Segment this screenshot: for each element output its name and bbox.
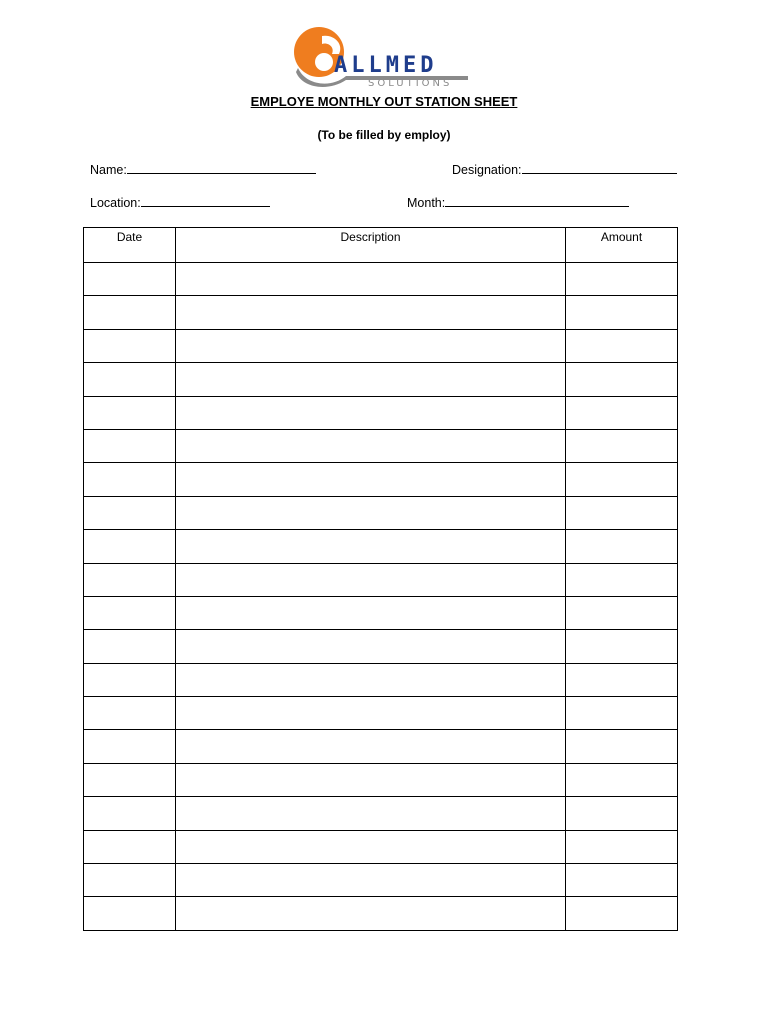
- cell-description[interactable]: [176, 630, 566, 663]
- table-row: [84, 530, 678, 563]
- cell-date[interactable]: [84, 296, 176, 329]
- cell-date[interactable]: [84, 864, 176, 897]
- cell-date[interactable]: [84, 730, 176, 763]
- callmed-logo-icon: [292, 24, 468, 92]
- location-label: Location:: [90, 196, 141, 210]
- document-subtitle: (To be filled by employ): [317, 128, 451, 142]
- cell-amount[interactable]: [566, 263, 678, 296]
- table-row: [84, 296, 678, 329]
- cell-date[interactable]: [84, 763, 176, 796]
- location-field[interactable]: [90, 194, 270, 211]
- column-header-date: Date: [84, 228, 176, 263]
- cell-amount[interactable]: [566, 363, 678, 396]
- month-input-line[interactable]: [445, 194, 629, 207]
- cell-amount[interactable]: [566, 897, 678, 930]
- cell-date[interactable]: [84, 463, 176, 496]
- cell-date[interactable]: [84, 797, 176, 830]
- cell-date[interactable]: [84, 897, 176, 930]
- cell-description[interactable]: [176, 864, 566, 897]
- cell-amount[interactable]: [566, 596, 678, 629]
- cell-description[interactable]: [176, 730, 566, 763]
- table-row: [84, 263, 678, 296]
- table-row: [84, 864, 678, 897]
- cell-description[interactable]: [176, 363, 566, 396]
- cell-date[interactable]: [84, 396, 176, 429]
- cell-amount[interactable]: [566, 396, 678, 429]
- cell-date[interactable]: [84, 563, 176, 596]
- month-field[interactable]: [407, 194, 629, 211]
- cell-description[interactable]: [176, 396, 566, 429]
- name-label: Name:: [90, 163, 127, 177]
- location-input-line[interactable]: [141, 194, 270, 207]
- cell-amount[interactable]: [566, 797, 678, 830]
- table-row: [84, 797, 678, 830]
- table-row: [84, 363, 678, 396]
- table-header-row: [84, 228, 678, 263]
- cell-amount[interactable]: [566, 496, 678, 529]
- month-label: Month:: [407, 196, 446, 210]
- cell-amount[interactable]: [566, 463, 678, 496]
- name-input-line[interactable]: [127, 161, 316, 174]
- cell-description[interactable]: [176, 663, 566, 696]
- cell-description[interactable]: [176, 329, 566, 362]
- outstation-table: [83, 227, 678, 931]
- table-row: [84, 730, 678, 763]
- table-row: [84, 830, 678, 863]
- cell-description[interactable]: [176, 263, 566, 296]
- cell-date[interactable]: [84, 530, 176, 563]
- cell-date[interactable]: [84, 429, 176, 462]
- cell-date[interactable]: [84, 697, 176, 730]
- cell-amount[interactable]: [566, 630, 678, 663]
- cell-description[interactable]: [176, 763, 566, 796]
- cell-date[interactable]: [84, 329, 176, 362]
- cell-amount[interactable]: [566, 429, 678, 462]
- cell-date[interactable]: [84, 630, 176, 663]
- table-row: [84, 563, 678, 596]
- cell-amount[interactable]: [566, 296, 678, 329]
- designation-field[interactable]: [452, 161, 677, 178]
- cell-description[interactable]: [176, 530, 566, 563]
- company-logo: [292, 24, 468, 92]
- cell-amount[interactable]: [566, 663, 678, 696]
- cell-amount[interactable]: [566, 864, 678, 897]
- table-row: [84, 596, 678, 629]
- table-body: [84, 263, 678, 931]
- cell-description[interactable]: [176, 296, 566, 329]
- cell-amount[interactable]: [566, 830, 678, 863]
- cell-description[interactable]: [176, 897, 566, 930]
- cell-amount[interactable]: [566, 697, 678, 730]
- table-row: [84, 396, 678, 429]
- column-header-amount: Amount: [566, 228, 678, 263]
- cell-date[interactable]: [84, 496, 176, 529]
- table-row: [84, 630, 678, 663]
- document-title: EMPLOYE MONTHLY OUT STATION SHEET: [250, 94, 518, 109]
- table-row: [84, 763, 678, 796]
- cell-amount[interactable]: [566, 563, 678, 596]
- cell-date[interactable]: [84, 596, 176, 629]
- cell-amount[interactable]: [566, 763, 678, 796]
- table-row: [84, 663, 678, 696]
- cell-date[interactable]: [84, 363, 176, 396]
- cell-amount[interactable]: [566, 530, 678, 563]
- table-row: [84, 496, 678, 529]
- table-row: [84, 697, 678, 730]
- table-row: [84, 897, 678, 930]
- cell-description[interactable]: [176, 830, 566, 863]
- cell-description[interactable]: [176, 697, 566, 730]
- logo-text-main: ALLMED: [334, 53, 438, 78]
- table-row: [84, 329, 678, 362]
- cell-amount[interactable]: [566, 730, 678, 763]
- designation-input-line[interactable]: [522, 161, 677, 174]
- table-row: [84, 463, 678, 496]
- table-row: [84, 429, 678, 462]
- cell-date[interactable]: [84, 830, 176, 863]
- column-header-description: Description: [176, 228, 566, 263]
- cell-description[interactable]: [176, 429, 566, 462]
- logo-text-sub: SOLUTIONS: [368, 78, 453, 89]
- cell-date[interactable]: [84, 263, 176, 296]
- cell-amount[interactable]: [566, 329, 678, 362]
- cell-description[interactable]: [176, 596, 566, 629]
- name-field[interactable]: [90, 161, 316, 178]
- designation-label: Designation:: [452, 163, 522, 177]
- cell-description[interactable]: [176, 563, 566, 596]
- cell-description[interactable]: [176, 496, 566, 529]
- cell-date[interactable]: [84, 663, 176, 696]
- cell-description[interactable]: [176, 797, 566, 830]
- cell-description[interactable]: [176, 463, 566, 496]
